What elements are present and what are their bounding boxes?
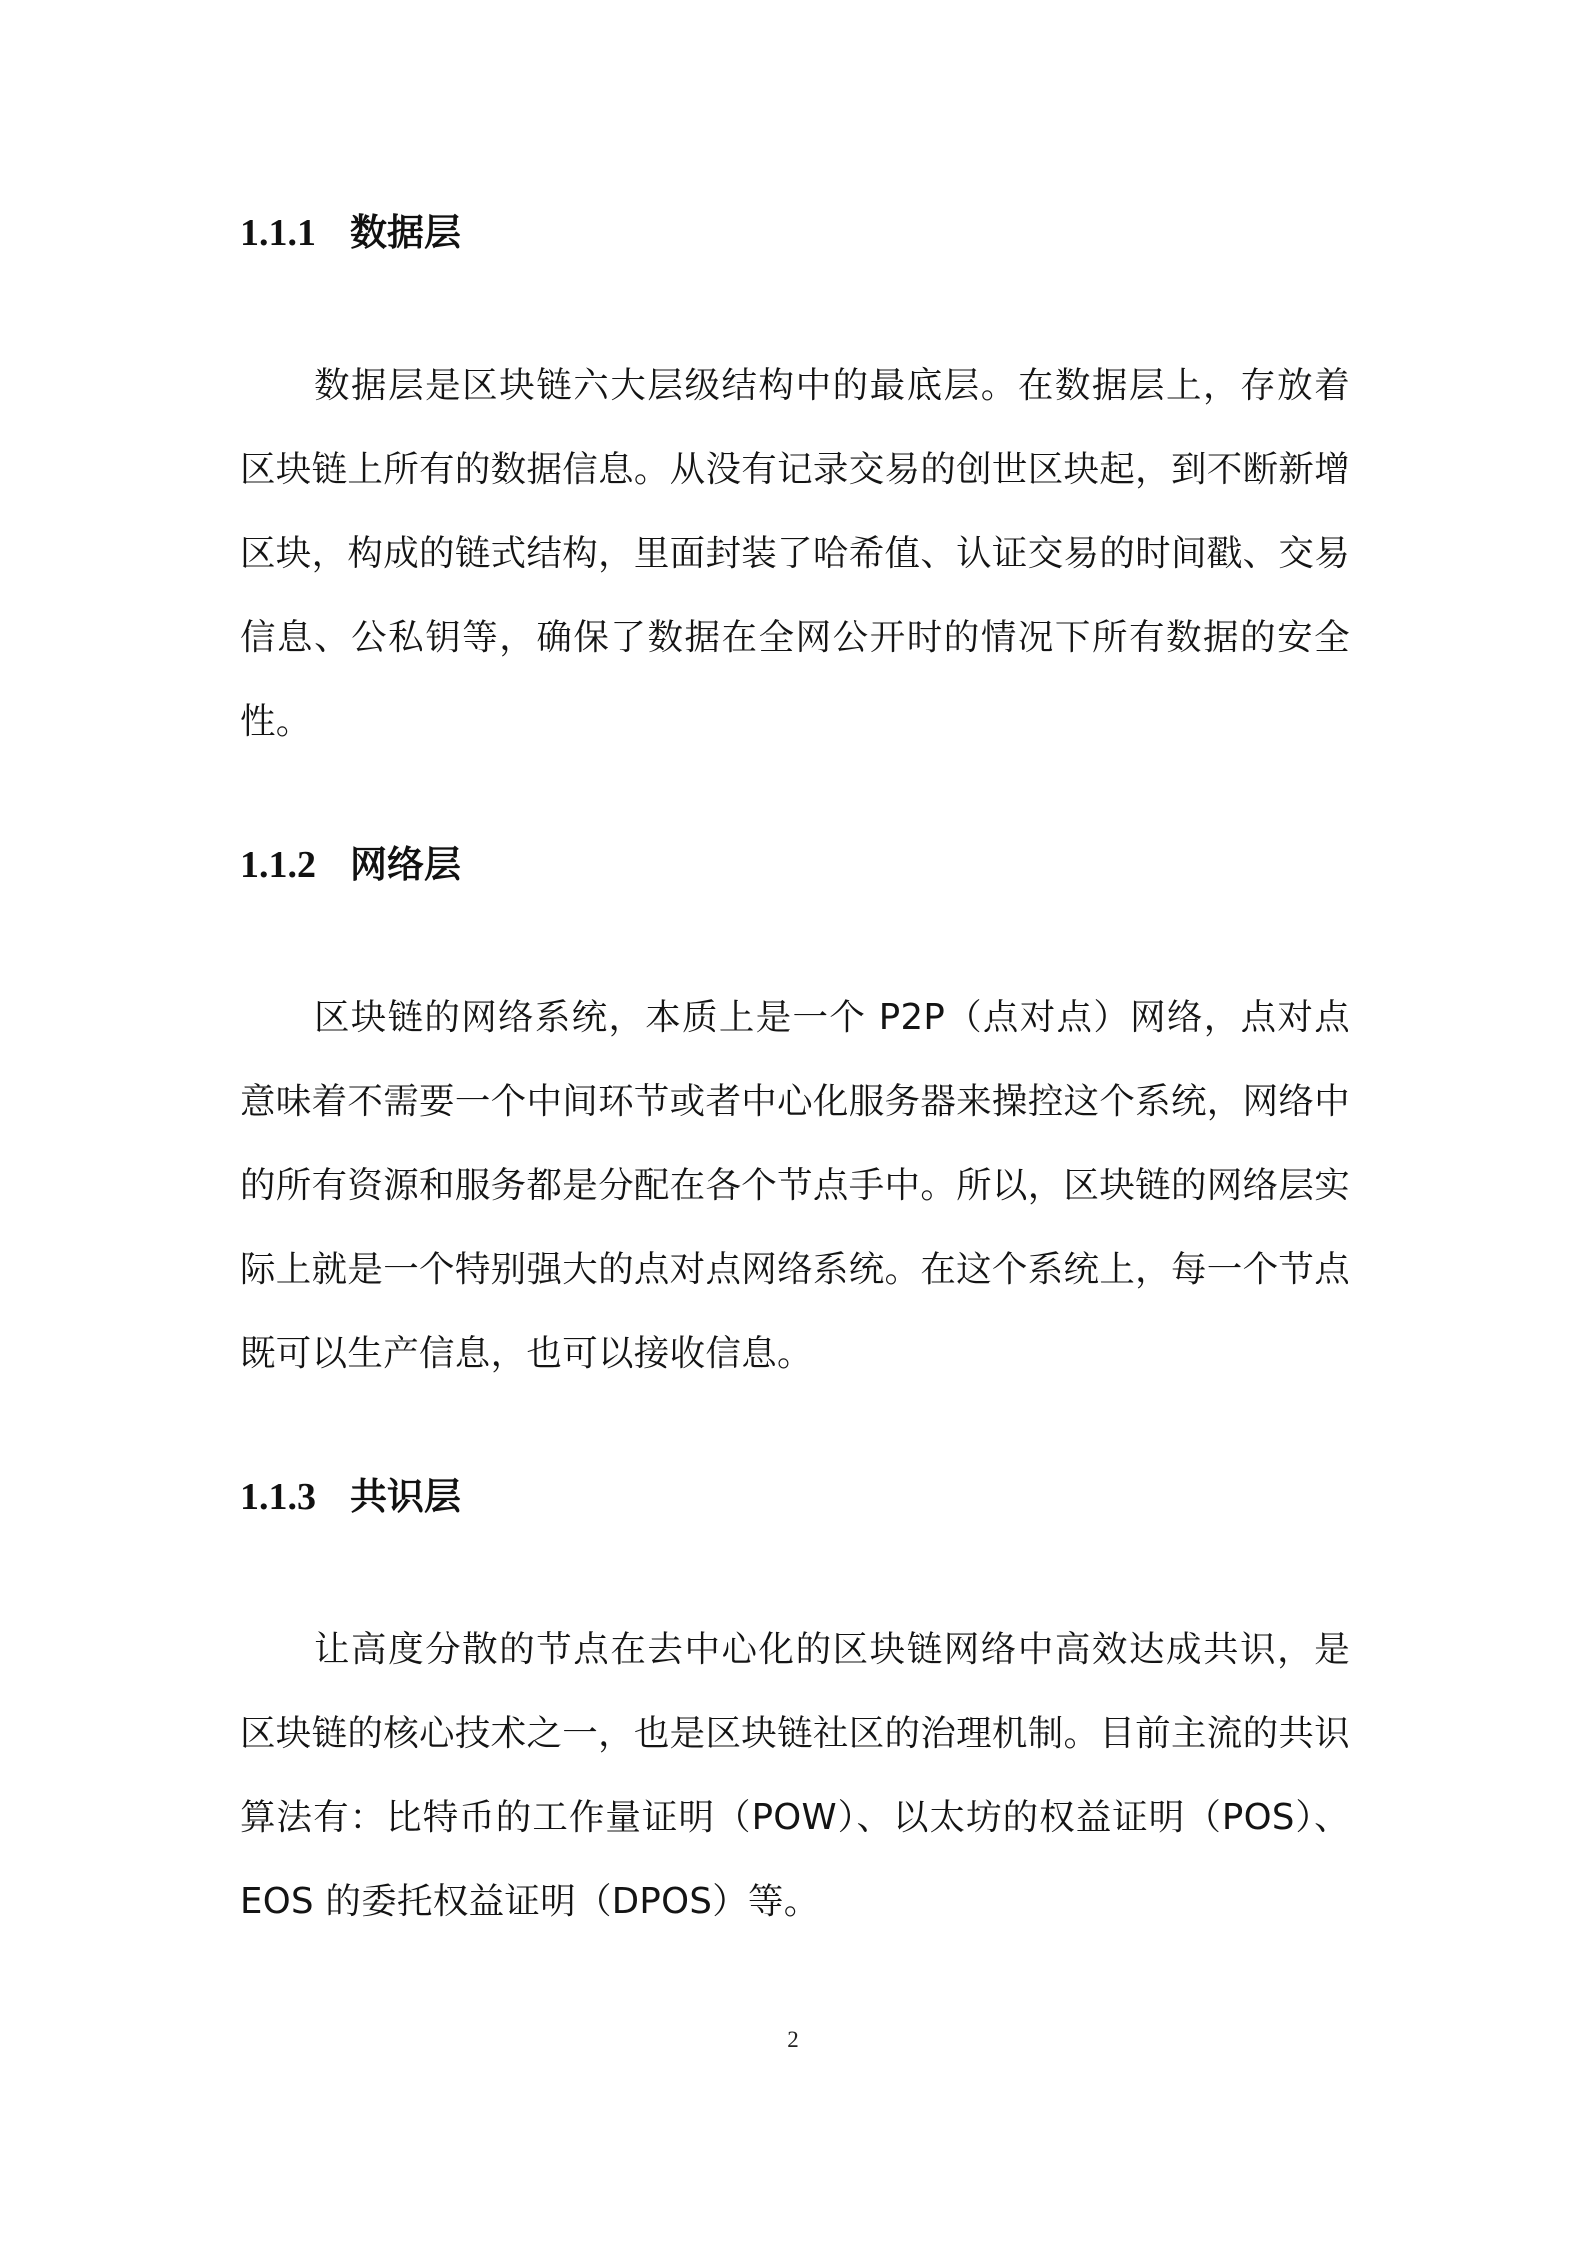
section-number: 1.1.3 [240,1476,316,1518]
page-content [240,200,1350,1944]
section-paragraph-consensus-layer: 让高度分散的节点在去中心化的区块链网络中高效达成共识，是区块链的核心技术之一，也是区块链社区的治理机制。目前主流的共识算法有：比特币的工作量证明（POW）、以太坊的权益证明（POS）、EOS 的委托权益证明（DPOS）等。 [240,1629,1350,1922]
section-paragraph-data-layer: 数据层是区块链六大层级结构中的最底层。在数据层上，存放着区块链上所有的数据信息。从没有记录交易的创世区块起，到不断新增区块，构成的链式结构，里面封装了哈希值、认证交易的时间戳、交易信息、公私钥等，确保了数据在全网公开时的情况下所有数据的安全性。 [240,365,1350,742]
section-paragraph-network-layer: 区块链的网络系统，本质上是一个 P2P（点对点）网络，点对点意味着不需要一个中间环节或者中心化服务器来操控这个系统，网络中的所有资源和服务都是分配在各个节点手中。所以，区块链的网络层实际上就是一个特别强大的点对点网络系统。在这个系统上，每一个节点既可以生产信息，也可以接收信息。 [240,997,1350,1374]
section-number: 1.1.1 [240,212,316,254]
page-number: 2 [787,2027,799,2052]
section-heading-network-layer [240,832,1350,898]
section-title: 数据层 [350,211,461,254]
section-title: 网络层 [350,843,461,886]
section-number: 1.1.2 [240,844,316,886]
section-heading-consensus-layer [240,1464,1350,1530]
section-heading-data-layer [240,200,1350,266]
section-title: 共识层 [350,1475,461,1518]
